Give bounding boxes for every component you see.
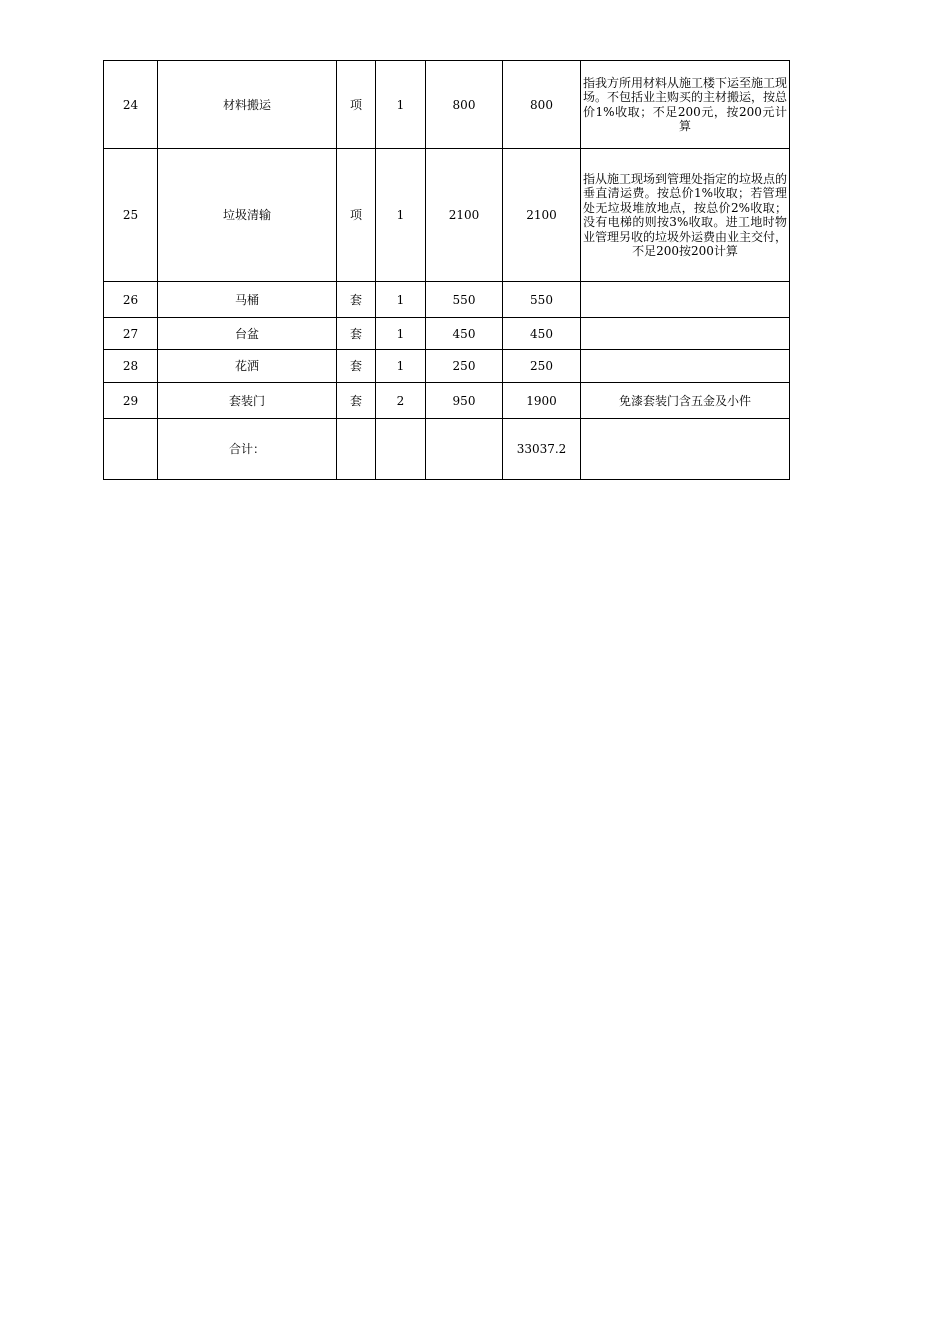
item-quantity: 2	[376, 383, 426, 419]
item-name: 垃圾清输	[158, 149, 337, 282]
row-number: 28	[104, 350, 158, 383]
item-quantity: 1	[376, 61, 426, 149]
item-note: 指我方所用材料从施工楼下运至施工现场。不包括业主购买的主材搬运，按总价1%收取；不足200元，按200元计算	[581, 61, 790, 149]
item-note	[581, 350, 790, 383]
item-amount: 250	[503, 350, 581, 383]
row-number: 26	[104, 282, 158, 318]
table-row	[104, 318, 790, 350]
total-amount: 33037.2	[503, 419, 581, 480]
item-unit-price: 950	[426, 383, 503, 419]
item-amount: 800	[503, 61, 581, 149]
table-row	[104, 61, 790, 149]
item-quantity: 1	[376, 350, 426, 383]
item-unit-price: 800	[426, 61, 503, 149]
item-name: 花洒	[158, 350, 337, 383]
total-label: 合计：	[158, 419, 337, 480]
total-row	[104, 419, 790, 480]
total-number-cell	[104, 419, 158, 480]
item-unit: 套	[337, 350, 376, 383]
total-unit-cell	[337, 419, 376, 480]
item-unit: 套	[337, 282, 376, 318]
item-note	[581, 318, 790, 350]
item-note	[581, 282, 790, 318]
item-amount: 550	[503, 282, 581, 318]
item-quantity: 1	[376, 282, 426, 318]
item-name: 材料搬运	[158, 61, 337, 149]
item-quantity: 1	[376, 149, 426, 282]
item-name: 套装门	[158, 383, 337, 419]
item-name: 台盆	[158, 318, 337, 350]
table-row	[104, 282, 790, 318]
item-note: 指从施工现场到管理处指定的垃圾点的垂直清运费。按总价1%收取；若管理处无垃圾堆放地点，按总价2%收取；没有电梯的则按3%收取。进工地时物业管理另收的垃圾外运费由业主交付，不足200按200计算	[581, 149, 790, 282]
item-unit-price: 550	[426, 282, 503, 318]
item-amount: 450	[503, 318, 581, 350]
item-name: 马桶	[158, 282, 337, 318]
item-note: 免漆套装门含五金及小件	[581, 383, 790, 419]
quote-table	[103, 60, 790, 480]
total-note-cell	[581, 419, 790, 480]
total-qty-cell	[376, 419, 426, 480]
item-quantity: 1	[376, 318, 426, 350]
table-row	[104, 149, 790, 282]
total-price-cell	[426, 419, 503, 480]
row-number: 24	[104, 61, 158, 149]
row-number: 25	[104, 149, 158, 282]
item-unit: 套	[337, 383, 376, 419]
item-unit: 项	[337, 149, 376, 282]
item-unit-price: 2100	[426, 149, 503, 282]
row-number: 27	[104, 318, 158, 350]
item-unit: 套	[337, 318, 376, 350]
table-row	[104, 350, 790, 383]
table-row	[104, 383, 790, 419]
item-unit-price: 450	[426, 318, 503, 350]
item-amount: 2100	[503, 149, 581, 282]
item-amount: 1900	[503, 383, 581, 419]
item-unit: 项	[337, 61, 376, 149]
row-number: 29	[104, 383, 158, 419]
item-unit-price: 250	[426, 350, 503, 383]
